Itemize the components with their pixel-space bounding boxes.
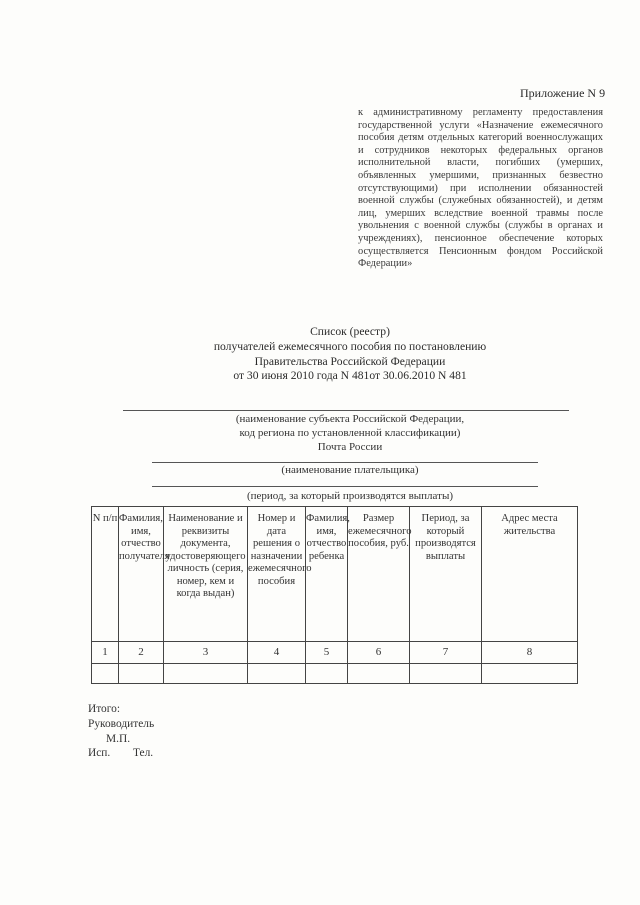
payer-value: Почта России: [317, 441, 383, 453]
document-subtitle-3: от 30 июня 2010 года N 481от 30.06.2010 N 481: [233, 369, 467, 382]
table-cell: [410, 664, 482, 684]
table-number-row: [92, 642, 578, 664]
table-cell: [482, 664, 578, 684]
column-header: Фамилия, имя, отчество ребенка: [306, 507, 348, 642]
appendix-title: Приложение N 9: [520, 86, 606, 100]
column-number: 6: [348, 642, 410, 664]
column-header: N п/п: [92, 507, 119, 642]
column-header: Период, за который производятся выплаты: [410, 507, 482, 642]
column-header: Номер и дата решения о назначении ежемесячного пособия: [248, 507, 306, 642]
table-cell: [92, 664, 119, 684]
column-number: 5: [306, 642, 348, 664]
phone-label: Тел.: [133, 747, 154, 759]
subject-caption-2: код региона по установленной классификации): [239, 427, 461, 439]
table-header-row: [92, 507, 578, 642]
column-number: 7: [410, 642, 482, 664]
column-header: Фамилия, имя, отчество получателя: [119, 507, 164, 642]
appendix-text: к административному регламенту предоставления государственной услуги «Назначение ежемесячного пособия детям отдельных категорий военнослужащих и сотрудников некоторых федеральных органов исполнительной власти, погибших (умерших, объявленных умершими, признанных безвестно отсутствующими) при исполнении обязанностей военной службы (служебных обязанностей), и детям лиц, умерших вследствие военной травмы после увольнения с военной службы (службы в органах и учреждениях), пенсионное обеспечение которых осуществляется Пенсионным фондом Российской Федерации»: [358, 107, 603, 270]
table-cell: [348, 664, 410, 684]
table-cell: [248, 664, 306, 684]
payer-caption: (наименование плательщика): [281, 464, 419, 476]
column-number: 3: [164, 642, 248, 664]
column-header: Наименование и реквизиты документа, удостоверяющего личность (серия, номер, кем и когда выдан): [164, 507, 248, 642]
executor-label: Исп.: [88, 747, 111, 759]
document-subtitle-2: Правительства Российской Федерации: [254, 355, 446, 368]
table-cell: [306, 664, 348, 684]
column-number: 2: [119, 642, 164, 664]
registry-table: [91, 506, 578, 684]
column-header: Размер ежемесячного пособия, руб.: [348, 507, 410, 642]
column-number: 1: [92, 642, 119, 664]
column-number: 8: [482, 642, 578, 664]
period-underline: [152, 486, 538, 487]
period-caption: (период, за который производятся выплаты): [246, 490, 454, 502]
document-title: Список (реестр): [310, 325, 390, 338]
total-label: Итого:: [88, 703, 120, 715]
table-row: [92, 664, 578, 684]
stamp-label: М.П.: [106, 733, 131, 745]
head-label: Руководитель: [88, 718, 155, 730]
payer-underline: [152, 462, 538, 463]
subject-underline: [123, 410, 569, 411]
table-cell: [119, 664, 164, 684]
column-header: Адрес места жительства: [482, 507, 578, 642]
subject-caption-1: (наименование субъекта Российской Федерации,: [235, 413, 465, 425]
column-number: 4: [248, 642, 306, 664]
document-subtitle-1: получателей ежемесячного пособия по постановлению: [213, 340, 487, 353]
table-cell: [164, 664, 248, 684]
